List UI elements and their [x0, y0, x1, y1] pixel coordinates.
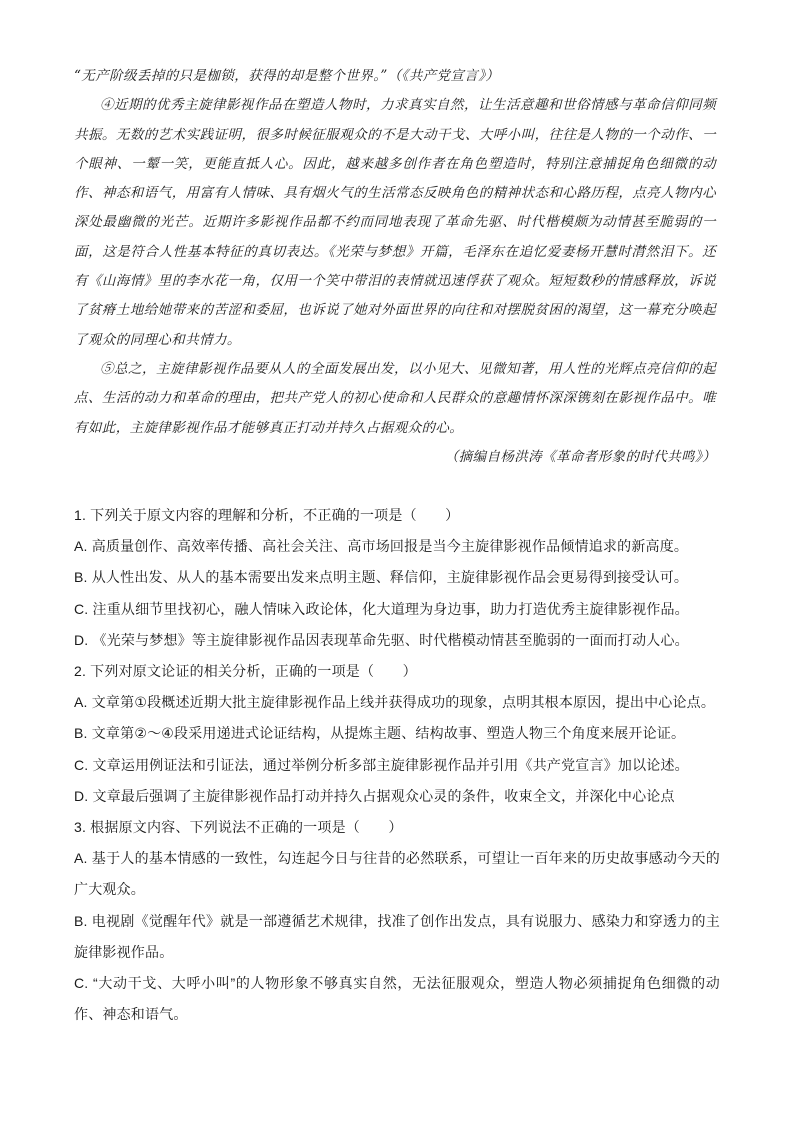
option-c: C. 注重从细节里找初心，融人情味入政论体，化大道理为身边事，助力打造优秀主旋律影视作品。 [74, 600, 689, 617]
option-a: A. 文章第①段概述近期大批主旋律影视作品上线并获得成功的现象，点明其根本原因，提出中心论点。 [74, 694, 716, 711]
option-d: D. 文章最后强调了主旋律影视作品打动并持久占据观众心灵的条件，收束全文，并深化中心论点 [74, 787, 675, 804]
option-b: B. 从人性出发、从人的基本需要出发来点明主题、释信仰，主旋律影视作品会更易得到接受认可。 [74, 569, 689, 586]
quote-line: “无产阶级丢掉的只是枷锁，获得的却是整个世界。”（《共产党宣言》） [74, 68, 500, 84]
question-1 [74, 500, 720, 656]
paragraph-5: ⑤总之，主旋律影视作品要从人的全面发展出发，以小见大、见微知著，用人性的光辉点亮信仰的起点、生活的动力和革命的理由，把共产党人的初心使命和人民群众的意趣情怀深深镌刻在影视作品中。唯有如此，主旋律影视作品才能够真正打动并持久占据观众的心。 [74, 360, 716, 436]
option-a: A. 基于人的基本情感的一致性，勾连起今日与往昔的必然联系，可望让一百年来的历史故事感动今天的广大观众。 [74, 850, 720, 898]
question-2 [74, 656, 720, 812]
option-b: B. 文章第②～④段采用递进式论证结构，从提炼主题、结构故事、塑造人物三个角度来展开论证。 [74, 725, 686, 742]
option-b: B. 电视剧《觉醒年代》就是一部遵循艺术规律，找准了创作出发点，具有说服力、感染力和穿透力的主旋律影视作品。 [74, 912, 720, 960]
question-stem: 2. 下列对原文论证的相关分析，正确的一项是（ ） [74, 663, 417, 680]
option-a: A. 高质量创作、高效率传播、高社会关注、高市场回报是当今主旋律影视作品倾情追求的新高度。 [74, 538, 689, 555]
option-d: D. 《光荣与梦想》等主旋律影视作品因表现革命先驱、时代楷模动情甚至脆弱的一面而打动人心。 [74, 631, 689, 648]
question-stem: 3. 根据原文内容、下列说法不正确的一项是（ ） [74, 819, 403, 836]
passage [74, 62, 716, 472]
question-3 [74, 812, 720, 1030]
option-c: C. 文章运用例证法和引证法，通过举例分析多部主旋律影视作品并引用《共产党宣言》加以论述。 [74, 756, 689, 773]
question-stem: 1. 下列关于原文内容的理解和分析，不正确的一项是（ ） [74, 507, 460, 523]
source-citation: （摘编自杨洪涛《革命者形象的时代共鸣》） [444, 448, 716, 465]
paragraph-4: ④近期的优秀主旋律影视作品在塑造人物时，力求真实自然，让生活意趣和世俗情感与革命信仰同频共振。无数的艺术实践证明，很多时候征服观众的不是大动干戈、大呼小叫，往往是人物的一个动作、一个眼神、一颦一笑，更能直抵人心。因此，越来越多创作者在角色塑造时，特别注意捕捉角色细微的动作、神态和语气，用富有人情味、具有烟火气的生活常态反映角色的精神状态和心路历程，点亮人物内心深处最幽微的光芒。近期许多影视作品都不约而同地表现了革命先驱、时代楷模颇为动情甚至脆弱的一面，这是符合人性基本特征的真切表达。《光荣与梦想》开篇，毛泽东在追忆爱妻杨开慧时潸然泪下。还有《山海情》里的李水花一角，仅用一个笑中带泪的表情就迅速俘获了观众。短短数秒的情感释放，诉说了贫瘠土地给她带来的苦涩和委屈，也诉说了她对外面世界的向往和对摆脱贫困的渴望，这一幕充分唤起了观众的同理心和共情力。 [74, 97, 716, 348]
question-list [74, 500, 720, 1030]
option-c: C. “大动干戈、大呼小叫”的人物形象不够真实自然，无法征服观众，塑造人物必须捕捉角色细微的动作、神态和语气。 [74, 975, 720, 1023]
